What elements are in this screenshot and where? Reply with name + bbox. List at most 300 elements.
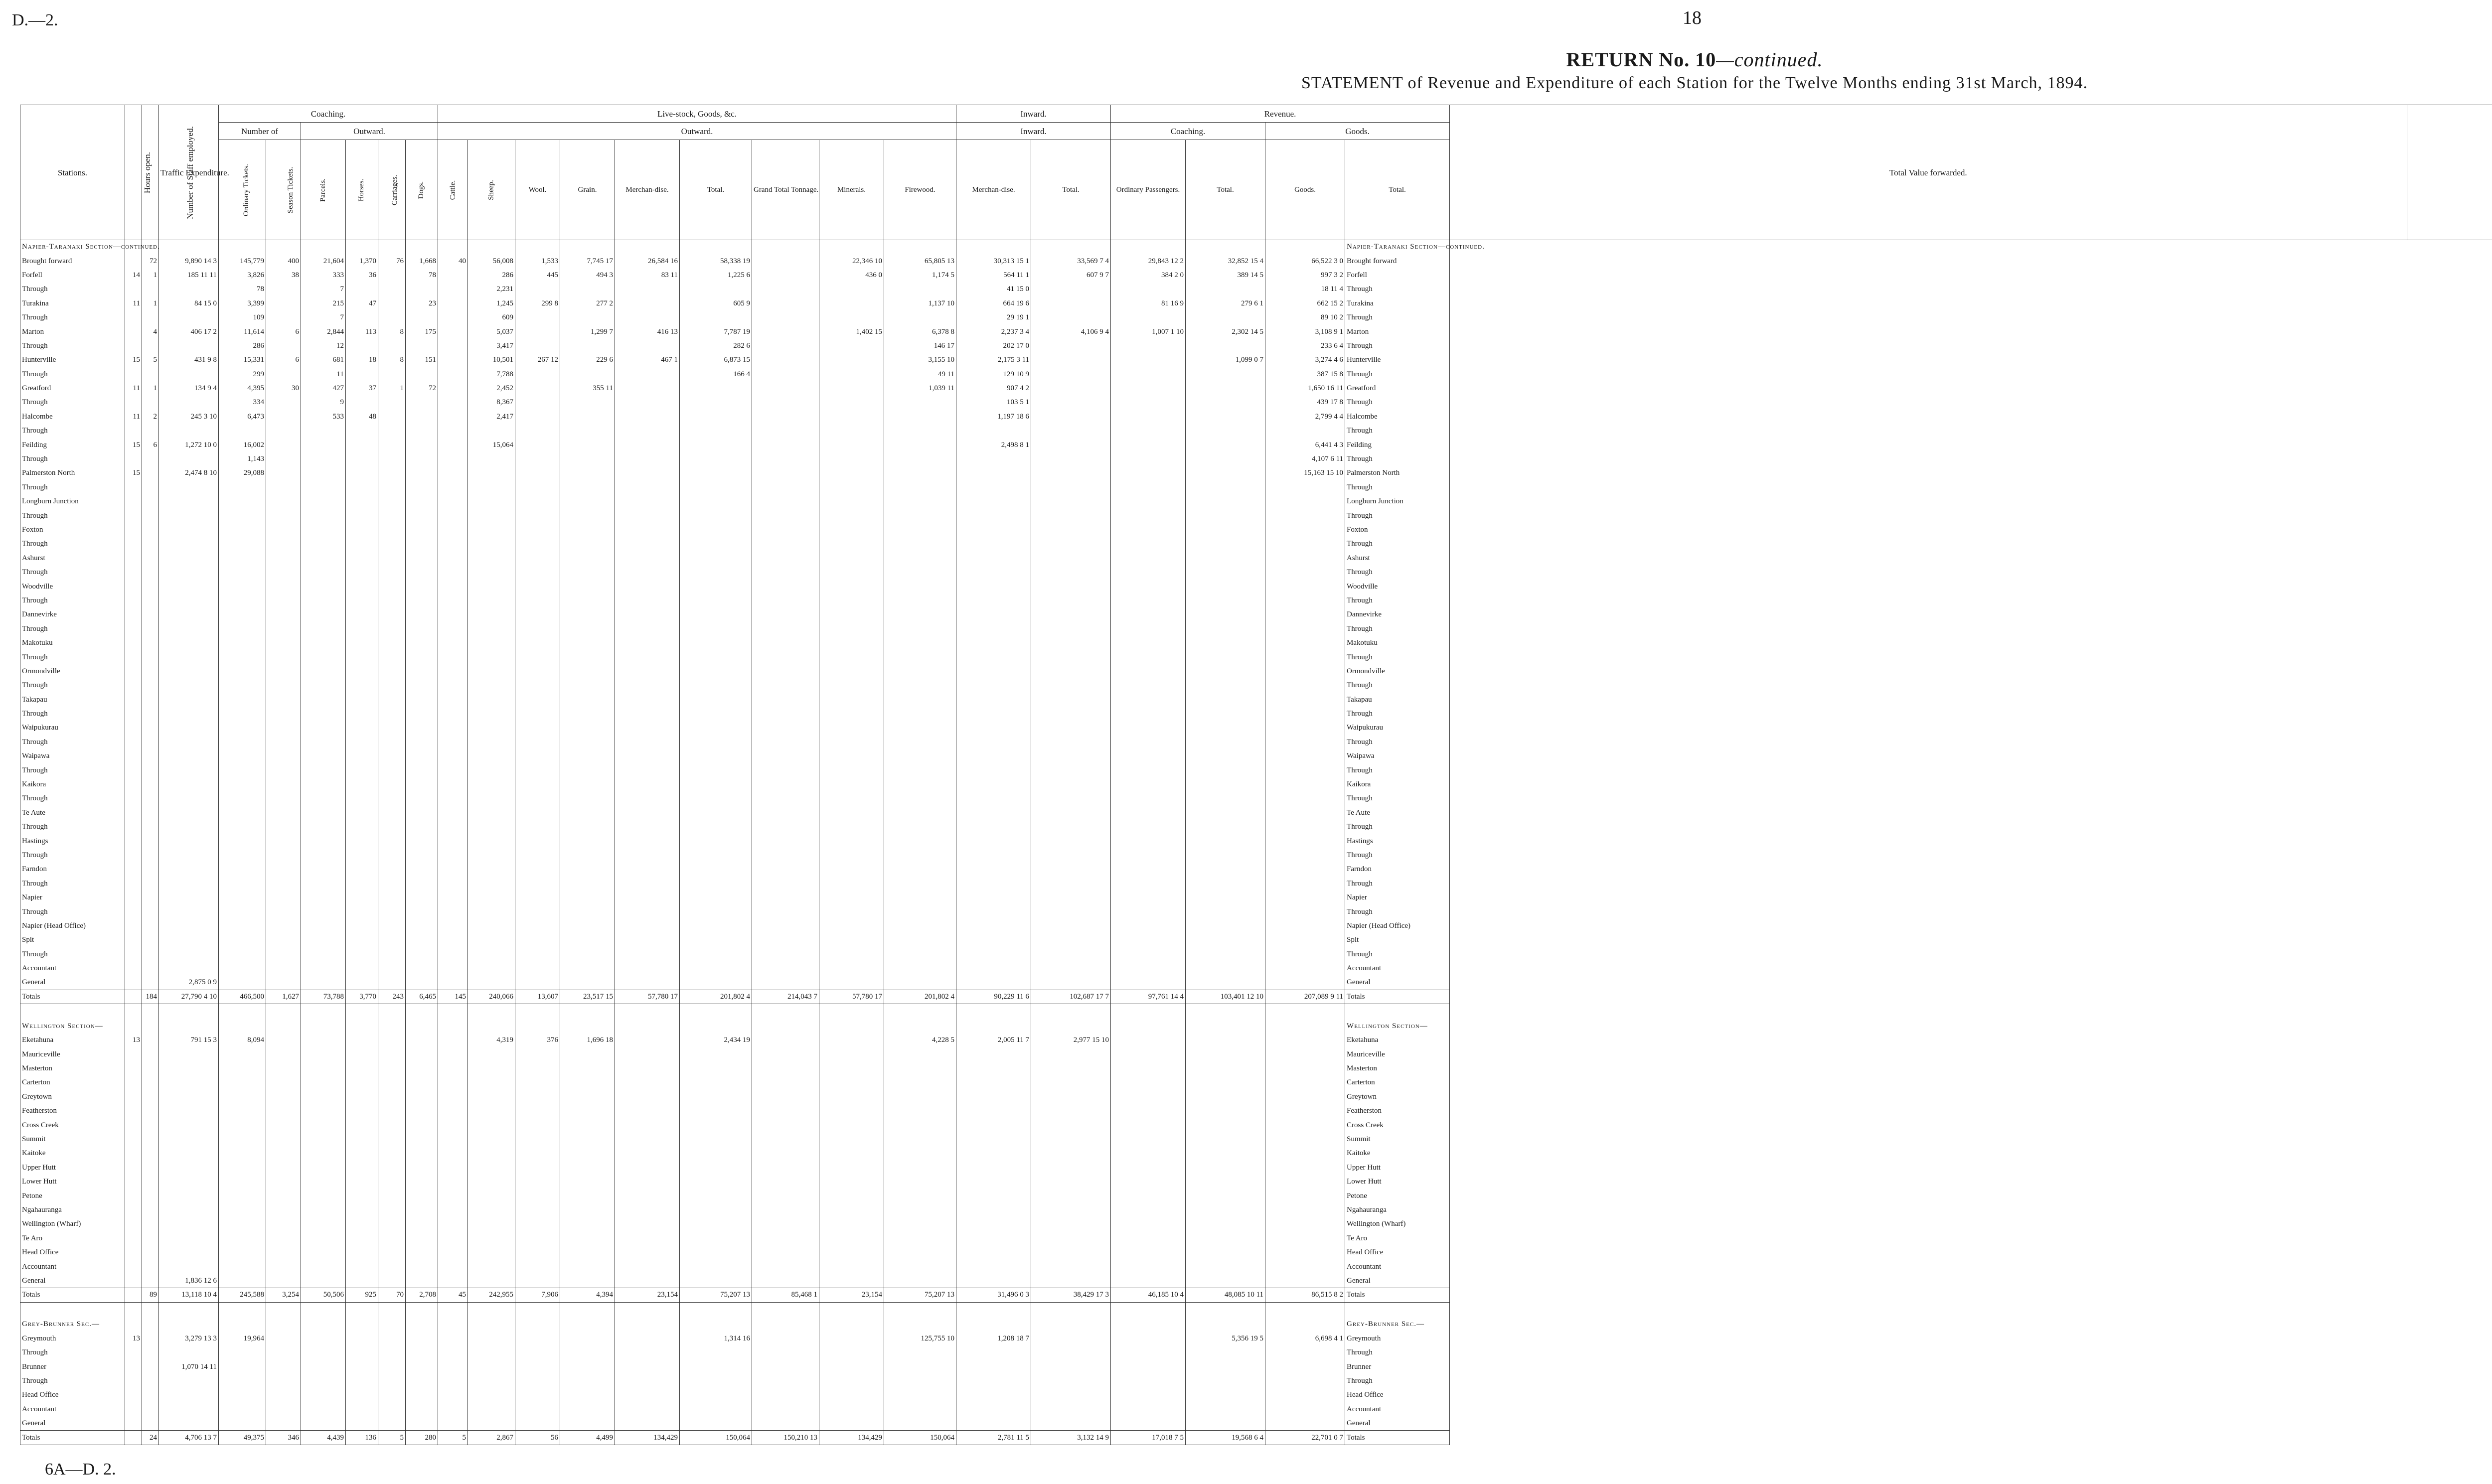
cell-total [680,608,752,622]
cell-carriages [378,480,406,494]
table-row [20,424,2492,438]
cell-horses [346,1345,378,1359]
cell-inmerch [819,495,884,509]
cell-goods: 29,843 12 2 [1111,254,1186,268]
station-name: Hastings [20,834,125,848]
cell-horses [346,834,378,848]
cell-sheep [468,1189,515,1203]
cell-sheep [468,1302,515,1318]
cell-parcels [301,664,346,678]
cell-goods [1111,1388,1186,1402]
cell-inmerch [819,1302,884,1318]
cell-goods [1111,1345,1186,1359]
cell-value: 4,107 6 11 [1265,452,1345,466]
table-row [20,1076,2492,1090]
cell-grain [560,339,615,353]
cell-parcels: 333 [301,268,346,282]
cell-grain: 355 11 [560,381,615,395]
carriages-header-text: Carriages. [391,174,399,205]
cell-gtotal [1186,594,1265,607]
cell-parcels [301,1231,346,1245]
cell-dogs [406,1302,438,1318]
station-name-right [1345,1302,1450,1318]
cell-value [1265,1147,1345,1161]
cell-total [680,721,752,735]
page-number: 18 [1683,7,1702,28]
cell-grain [560,1047,615,1061]
station-name: Through [20,735,125,749]
cell-parcels: 7 [301,283,346,297]
cell-exp [159,863,219,877]
cell-passengers [956,707,1031,721]
cell-staff [142,1161,159,1175]
cell-cattle [438,834,468,848]
cell-value: 2,799 4 4 [1265,410,1345,424]
station-name-right: Through [1345,820,1450,834]
cell-total [680,1217,752,1231]
cell-intotal [884,1104,956,1118]
cell-value [1265,707,1345,721]
station-name-right: Through [1345,367,1450,381]
cell-grain [560,608,615,622]
cell-value [1265,792,1345,806]
cell-dogs [406,396,438,410]
cell-ord [219,806,266,820]
cell-staff [142,523,159,537]
cell-gtotal: 2,302 14 5 [1186,325,1265,339]
station-name: Through [20,792,125,806]
cell-horses [346,1019,378,1033]
cell-season [266,1402,301,1416]
cell-exp [159,551,219,565]
station-name [20,1004,125,1020]
cell-grand [752,1231,819,1245]
cell-total [680,1374,752,1388]
cell-hours [125,1004,142,1020]
cell-intotal [884,650,956,664]
table-row [20,551,2492,565]
cell-inmerch [819,551,884,565]
cell-grand [752,664,819,678]
cell-cattle [438,1104,468,1118]
cell-wool [515,1147,560,1161]
cell-horses [346,1090,378,1104]
cell-sheep [468,735,515,749]
cell-staff [142,961,159,975]
table-row [20,608,2492,622]
cell-value [1265,961,1345,975]
cell-season: 38 [266,268,301,282]
cell-season [266,1274,301,1288]
cell-horses [346,240,378,254]
cell-intotal [884,890,956,904]
cell-dogs [406,283,438,297]
cell-cattle: 145 [438,990,468,1004]
cell-grain [560,763,615,777]
cell-wool: 1,533 [515,254,560,268]
cell-ctotal [1031,834,1111,848]
cell-grand [752,834,819,848]
station-name: Dannevirke [20,608,125,622]
cell-staff [142,792,159,806]
cell-wool [515,537,560,551]
cell-value [1265,863,1345,877]
cell-season [266,834,301,848]
cell-ctotal [1031,1374,1111,1388]
cell-grain: 4,394 [560,1288,615,1302]
cell-carriages [378,919,406,933]
cell-ord [219,1203,266,1217]
cell-goods [1111,1360,1186,1374]
table-row [20,877,2492,890]
cell-exp [159,707,219,721]
cell-gtotal [1186,664,1265,678]
cell-wool [515,1332,560,1345]
station-name-right: Through [1345,947,1450,961]
table-row [20,961,2492,975]
goods-total-header: Total. [1345,140,1450,240]
cell-value [1265,693,1345,707]
cell-carriages: 5 [378,1431,406,1445]
table-row [20,495,2492,509]
cell-season [266,1374,301,1388]
cell-horses [346,1147,378,1161]
cell-gtotal [1186,480,1265,494]
cell-hours [125,707,142,721]
cell-parcels [301,1388,346,1402]
cell-carriages [378,1217,406,1231]
cell-value: 3,108 9 1 [1265,325,1345,339]
cell-ord [219,1345,266,1359]
cell-hours: 13 [125,1332,142,1345]
station-name-right: Brought forward [1345,254,1450,268]
cell-merch [615,297,680,310]
goods-inward-header: Inward. [956,123,1111,140]
cell-wool [515,947,560,961]
cell-grain: 4,499 [560,1431,615,1445]
cell-sheep [468,976,515,990]
cell-dogs: 175 [406,325,438,339]
cell-staff [142,1231,159,1245]
cell-hours [125,848,142,862]
cell-wool [515,509,560,523]
cell-merch [615,565,680,579]
cell-merch: 26,584 16 [615,254,680,268]
cell-sheep [468,933,515,947]
cell-intotal [884,636,956,650]
cell-wool [515,1203,560,1217]
cell-inmerch [819,1217,884,1231]
cell-ord [219,537,266,551]
cell-intotal [884,1061,956,1075]
cell-staff [142,1345,159,1359]
cell-goods [1111,608,1186,622]
cell-wool [515,339,560,353]
cell-horses [346,1360,378,1374]
cell-parcels [301,1203,346,1217]
cell-grain [560,1402,615,1416]
cell-ord [219,1132,266,1146]
cell-dogs [406,890,438,904]
cell-season [266,1231,301,1245]
cell-gtotal [1186,1231,1265,1245]
cell-staff [142,1090,159,1104]
cell-sheep [468,1388,515,1402]
cell-ctotal: 38,429 17 3 [1031,1288,1111,1302]
cell-inmerch [819,707,884,721]
cell-goods [1111,1302,1186,1318]
cell-ctotal: 4,106 9 4 [1031,325,1111,339]
table-row [20,297,2492,310]
cell-ord [219,1217,266,1231]
cell-horses [346,1245,378,1259]
cell-cattle [438,1161,468,1175]
cell-season [266,806,301,820]
cell-exp [159,749,219,763]
cell-grain [560,1004,615,1020]
cell-passengers: 31,496 0 3 [956,1288,1031,1302]
cell-grain [560,1147,615,1161]
cell-merch [615,452,680,466]
cell-passengers [956,763,1031,777]
cell-intotal [884,1175,956,1189]
cell-sheep [468,792,515,806]
cell-dogs [406,919,438,933]
cell-season [266,933,301,947]
station-name: Through [20,622,125,636]
cell-total: 1,225 6 [680,268,752,282]
cell-staff [142,551,159,565]
cell-horses: 925 [346,1288,378,1302]
cell-exp: 134 9 4 [159,381,219,395]
cell-passengers [956,820,1031,834]
cell-season [266,1004,301,1020]
cell-ctotal [1031,1388,1111,1402]
cell-season [266,905,301,919]
station-name: Through [20,877,125,890]
cell-value: 439 17 8 [1265,396,1345,410]
cell-parcels [301,1104,346,1118]
cell-carriages [378,297,406,310]
cell-sheep [468,1274,515,1288]
cell-total [680,679,752,693]
cell-ord [219,1047,266,1061]
cell-inmerch [819,1388,884,1402]
cell-staff [142,1402,159,1416]
cell-grain [560,976,615,990]
cell-ctotal [1031,1061,1111,1075]
cell-dogs: 151 [406,353,438,367]
cell-gtotal [1186,890,1265,904]
cell-intotal [884,1189,956,1203]
station-name: Halcombe [20,410,125,424]
station-name-right: Brunner [1345,1360,1450,1374]
cell-value [1265,1203,1345,1217]
cell-exp [159,820,219,834]
cell-inmerch [819,1047,884,1061]
cell-parcels [301,594,346,607]
cell-parcels [301,1318,346,1332]
cell-ctotal [1031,664,1111,678]
cell-hours [125,551,142,565]
cell-parcels [301,452,346,466]
cell-staff [142,679,159,693]
cell-dogs [406,310,438,324]
cell-carriages [378,396,406,410]
cell-inmerch [819,1416,884,1430]
cell-hours [125,1231,142,1245]
cell-wool [515,367,560,381]
cell-merch [615,1132,680,1146]
cell-gtotal: 5,356 19 5 [1186,1332,1265,1345]
cell-staff [142,1260,159,1274]
station-name-right: Cross Creek [1345,1118,1450,1132]
cell-merch [615,381,680,395]
cell-ctotal [1031,1132,1111,1146]
cell-parcels [301,961,346,975]
station-name-right: Through [1345,594,1450,607]
cell-intotal [884,1161,956,1175]
cell-wool [515,523,560,537]
cell-total [680,1318,752,1332]
cell-parcels [301,1076,346,1090]
cell-horses [346,1004,378,1020]
cell-sheep: 242,955 [468,1288,515,1302]
cell-ord [219,848,266,862]
cell-horses [346,1104,378,1118]
cell-goods [1111,466,1186,480]
cell-grain [560,1217,615,1231]
cell-merch [615,551,680,565]
table-row [20,1360,2492,1374]
cell-goods [1111,1175,1186,1189]
cell-parcels: 21,604 [301,254,346,268]
cell-grain [560,1231,615,1245]
cell-sheep: 2,231 [468,283,515,297]
cell-value: 18 11 4 [1265,283,1345,297]
cell-staff [142,1189,159,1203]
table-row [20,438,2492,452]
cell-staff [142,806,159,820]
cell-wool: 56 [515,1431,560,1445]
cell-cattle [438,863,468,877]
station-name-right: Through [1345,679,1450,693]
cell-carriages [378,1245,406,1259]
cell-intotal [884,466,956,480]
cell-carriages [378,1004,406,1020]
cell-dogs [406,1203,438,1217]
cell-season [266,1245,301,1259]
cell-wool [515,863,560,877]
cell-sheep: 15,064 [468,438,515,452]
cell-merch [615,1090,680,1104]
cell-goods [1111,424,1186,438]
cell-passengers [956,679,1031,693]
cell-exp [159,480,219,494]
cell-exp [159,509,219,523]
cell-sheep [468,890,515,904]
cell-ord: 16,002 [219,438,266,452]
cell-exp [159,367,219,381]
cell-total [680,1345,752,1359]
station-name: Upper Hutt [20,1161,125,1175]
cell-value [1265,905,1345,919]
station-name-right: Accountant [1345,1260,1450,1274]
cell-goods [1111,905,1186,919]
cell-sheep [468,1004,515,1020]
cell-wool [515,452,560,466]
cell-inmerch [819,679,884,693]
cell-merch [615,1388,680,1402]
cell-sheep [468,777,515,791]
cell-cattle [438,735,468,749]
cell-staff [142,310,159,324]
cell-total [680,806,752,820]
cell-horses [346,947,378,961]
revenue-coaching-header: Coaching. [1111,123,1265,140]
cell-gtotal [1186,1345,1265,1359]
cell-value [1265,622,1345,636]
firewood-header: Firewood. [884,140,956,240]
cell-value [1265,509,1345,523]
cell-exp [159,919,219,933]
cell-season [266,1034,301,1047]
cell-ord: 3,826 [219,268,266,282]
station-name-right: Lower Hutt [1345,1175,1450,1189]
cell-horses [346,863,378,877]
cell-merch [615,396,680,410]
cell-intotal [884,537,956,551]
cell-grand [752,495,819,509]
cell-grain [560,1416,615,1430]
cell-ord [219,863,266,877]
cell-hours [125,806,142,820]
station-name: Grey-Brunner Sec.— [20,1318,125,1332]
cell-value [1265,919,1345,933]
cell-wool [515,424,560,438]
table-row [20,353,2492,367]
cell-hours: 11 [125,410,142,424]
cell-grand [752,919,819,933]
cell-dogs [406,1061,438,1075]
cell-wool [515,480,560,494]
station-name-right: Through [1345,707,1450,721]
cell-gtotal [1186,1203,1265,1217]
cell-exp: 2,875 0 9 [159,976,219,990]
cell-season [266,735,301,749]
cell-carriages [378,1274,406,1288]
cell-dogs [406,551,438,565]
cell-goods [1111,353,1186,367]
return-title [1470,48,1919,71]
cell-hours: 14 [125,268,142,282]
cell-sheep [468,1104,515,1118]
cell-ctotal: 2,977 15 10 [1031,1034,1111,1047]
cell-intotal [884,1302,956,1318]
cell-hours [125,1274,142,1288]
cell-passengers [956,735,1031,749]
cell-staff [142,664,159,678]
cell-intotal [884,1147,956,1161]
cell-exp [159,664,219,678]
cell-carriages [378,1061,406,1075]
cell-gtotal [1186,1260,1265,1274]
cell-horses [346,735,378,749]
cell-inmerch: 134,429 [819,1431,884,1445]
cell-goods [1111,1076,1186,1090]
cell-value: 997 3 2 [1265,268,1345,282]
cell-intotal [884,1118,956,1132]
